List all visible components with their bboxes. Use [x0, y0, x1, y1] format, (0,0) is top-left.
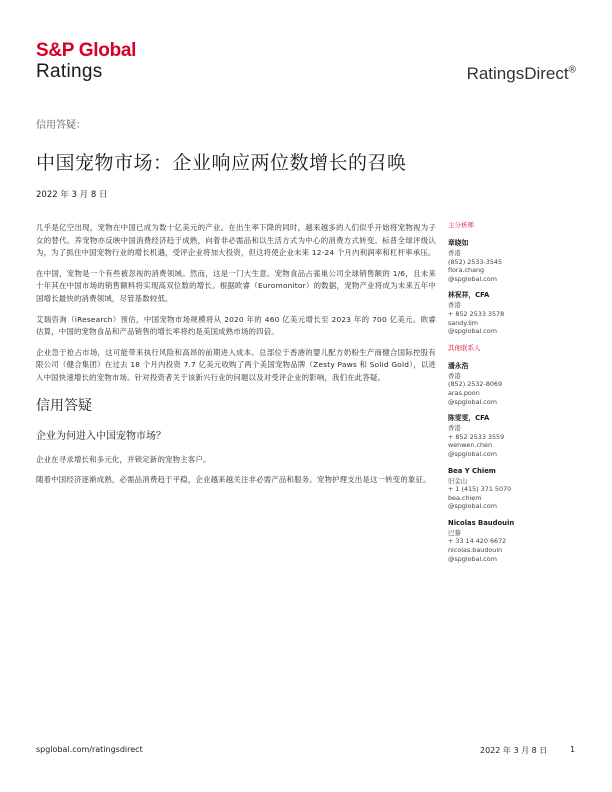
contact-phone: + 1 (415) 371 5070: [448, 485, 512, 494]
contact-email-domain[interactable]: @spglobal.com: [448, 327, 497, 336]
contact-city: 香港: [448, 371, 461, 380]
logo-ratings: Ratings: [36, 61, 103, 82]
contact-card: [448, 290, 578, 335]
contact-email[interactable]: flora.chang: [448, 266, 485, 275]
contact-city: 旧金山: [448, 476, 468, 485]
contact-phone: + 852 2533 3578: [448, 309, 505, 318]
contact-email[interactable]: aras.poon: [448, 388, 480, 397]
ratingsdirect-name: RatingsDirect: [466, 64, 569, 83]
page-title: 中国宠物市场：企业响应两位数增长的召唤: [36, 152, 407, 174]
contact-card: [448, 518, 578, 563]
contact-city: 香港: [448, 249, 461, 257]
contact-email[interactable]: nicolas.baudouin: [448, 546, 503, 555]
contact-name: 章晓如: [448, 239, 469, 247]
contact-phone: + 33 14 420 6672: [448, 537, 507, 546]
contact-city: 巴黎: [448, 528, 461, 537]
registered-mark: ®: [568, 64, 576, 76]
contact-card: [448, 413, 578, 458]
publish-date: 2022 年 3 月 8 日: [36, 190, 108, 200]
footer-date: 2022 年 3 月 8 日: [480, 746, 548, 755]
primary-analyst-label: 主分析师: [448, 221, 474, 229]
contact-email-domain[interactable]: @spglobal.com: [448, 449, 497, 458]
contact-email[interactable]: bea.chiem: [448, 493, 482, 502]
logo-sp-global: S&P Global: [36, 40, 137, 61]
contact-name: 潘永浩: [448, 361, 469, 370]
contact-card: [448, 238, 578, 283]
intro-paragraph: 在中国，宠物是一个有些被忽视的消费领域。然而，这是一门大生意。宠物食品占雀巢公司全球销售额的 1/6，且未来十年其在中国市场的销售额料将实现高双位数的增长。根据欧睿（Euromonitor）的数据，宠物产业将成为未来五年中国增长最快的消费领域，尽管基数较低。: [36, 268, 436, 303]
intro-paragraph: 几乎是亿空出现，宠物在中国已成为数十亿美元的产业。在出生率下降的同时，越来越多的人们似乎开始将宠物视为子女的替代。养宠物亦反映中国消费经济趋于成熟，向着非必需品和以生活方式为中心的消费方式转变。标普全球评级认为，为了抓住中国宠物行业的增长机遇，受评企业将加大投资，但这将使企业未来 12-24 个月内利润率和杠杆率承压。: [36, 223, 436, 258]
contact-city: 香港: [448, 424, 461, 433]
footer-url[interactable]: spglobal.com/ratingsdirect: [36, 745, 143, 754]
contact-phone: (852) 2532-8069: [448, 380, 503, 389]
contact-name: Bea Y Chiem: [448, 466, 496, 475]
contact-email[interactable]: wenwen.chen: [448, 441, 492, 450]
main-body: [36, 222, 436, 495]
contact-phone: (852) 2533-3545: [448, 257, 503, 266]
contact-email-domain[interactable]: @spglobal.com: [448, 397, 497, 406]
contact-card: [448, 466, 578, 511]
faq-heading: 信用答疑: [36, 397, 92, 414]
contact-city: 香港: [448, 301, 461, 310]
contact-name: 林祝祥，CFA: [448, 291, 490, 300]
secondary-contacts-label: 其他联系人: [448, 343, 481, 352]
contact-name: 陈雯雯，CFA: [448, 414, 490, 423]
page-number: 1: [570, 745, 576, 754]
section-label: 信用答疑：: [36, 120, 86, 131]
contacts-sidebar: [448, 220, 578, 570]
question-heading: 企业为何进入中国宠物市场？: [36, 430, 166, 442]
contact-phone: + 852 2533 3559: [448, 432, 505, 441]
contact-email-domain[interactable]: @spglobal.com: [448, 554, 497, 563]
contact-email-domain[interactable]: @spglobal.com: [448, 502, 497, 511]
contact-email[interactable]: sandy.lim: [448, 318, 479, 327]
intro-paragraph: 企业急于抢占市场，这可能带来执行风险和高昂的前期进入成本。总部位于香港的婴儿配方奶粉生产商健合国际控股有限公司（健合集团）在过去 18 个月内投资 7.7 亿美元收购了两个美国宠物品牌（Zesty Paws 和 Solid Gold），以进入中国快速增长的宠物市场。针对投资者关于该新兴行业的问题以及对受评企业的影响，我们在此答疑。: [36, 347, 436, 382]
contact-email-domain[interactable]: @spglobal.com: [448, 274, 497, 283]
intro-paragraph: 艾瑞咨询（iResearch）预估，中国宠物市场规模将从 2020 年的 460 亿美元增长至 2023 年的 700 亿美元。欧睿估算，中国的宠物食品和产品销售的增长率将约是美国成熟市场的四倍。: [36, 314, 436, 337]
answer-paragraph: 企业在寻求增长和多元化，并锁定新的宠物主客户。: [36, 454, 211, 464]
answer-paragraph: 随着中国经济逐渐成熟，必需品消费趋于平稳，企业越来越关注非必需产品和服务。宠物护理支出是这一转变的象征。: [36, 475, 431, 485]
ratingsdirect-brand: [467, 64, 576, 84]
contact-name: Nicolas Baudouin: [448, 518, 515, 527]
contact-card: [448, 361, 578, 406]
